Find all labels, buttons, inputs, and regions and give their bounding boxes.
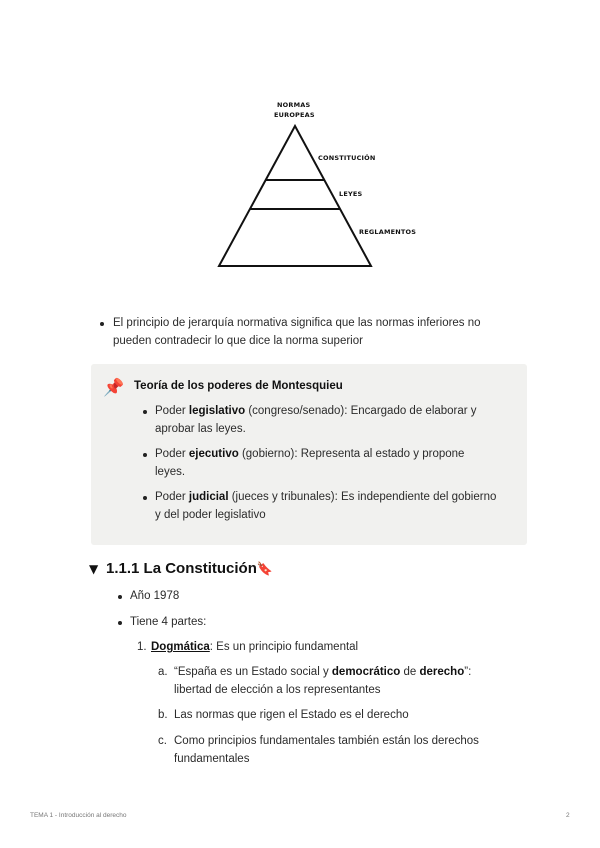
bullet-dot [118, 595, 122, 599]
bullet-dot [143, 453, 147, 457]
pyramid-label-europeas: EUROPEAS [274, 111, 315, 119]
subitem-c-line2: fundamentales [174, 753, 250, 765]
page-number: 2 [566, 812, 570, 819]
bullet-partes: Tiene 4 partes: [130, 616, 207, 628]
callout-title: Teoría de los poderes de Montesquieu [134, 380, 343, 392]
subitem-b-text: Las normas que rigen el Estado es el derecho [174, 709, 409, 721]
intro-bullet-line2: pueden contradecir lo que dice la norma superior [113, 335, 363, 347]
bookmark-icon: 🔖 [256, 562, 274, 577]
subitem-a-marker: a. [158, 666, 168, 678]
callout-item-judicial-line2: y del poder legislativo [155, 509, 266, 521]
callout-item-ejecutivo: Poder ejecutivo (gobierno): Representa al estado y propone [155, 448, 465, 460]
section-heading: 1.1.1 La Constitución🔖 [106, 560, 274, 577]
callout-item-legislativo: Poder legislativo (congreso/senado): Encargado de elaborar y [155, 405, 477, 417]
numbered-marker: 1. [137, 641, 147, 653]
toggle-triangle-icon[interactable]: ▼ [89, 562, 99, 576]
numbered-item-dogmatica: Dogmática: Es un principio fundamental [151, 641, 359, 653]
subitem-a-line1: “España es un Estado social y democrático de derecho”: [174, 666, 472, 678]
callout-item-ejecutivo-line2: leyes. [155, 466, 186, 478]
bullet-dot [118, 621, 122, 625]
pushpin-icon: 📌 [103, 378, 125, 398]
pyramid-label-constitucion: CONSTITUCIÓN [318, 154, 376, 162]
pyramid-label-leyes: LEYES [339, 190, 363, 198]
bullet-ano: Año 1978 [130, 590, 180, 602]
callout-item-legislativo-line2: aprobar las leyes. [155, 423, 246, 435]
bullet-dot [143, 496, 147, 500]
subitem-b-marker: b. [158, 709, 168, 721]
subitem-c-marker: c. [158, 735, 167, 747]
intro-bullet-line1: El principio de jerarquía normativa significa que las normas inferiores no [113, 317, 481, 329]
bullet-dot [143, 410, 147, 414]
pyramid-label-normas: NORMAS [277, 101, 311, 109]
subitem-a-line2: libertad de elección a los representantes [174, 684, 381, 696]
pyramid-label-reglamentos: REGLAMENTOS [359, 228, 417, 236]
bullet-dot [100, 322, 104, 326]
callout-item-judicial: Poder judicial (jueces y tribunales): Es independiente del gobierno [155, 491, 497, 503]
subitem-c-line1: Como principios fundamentales también están los derechos [174, 735, 479, 747]
footer-title: TEMA 1 - Introducción al derecho [30, 812, 127, 819]
